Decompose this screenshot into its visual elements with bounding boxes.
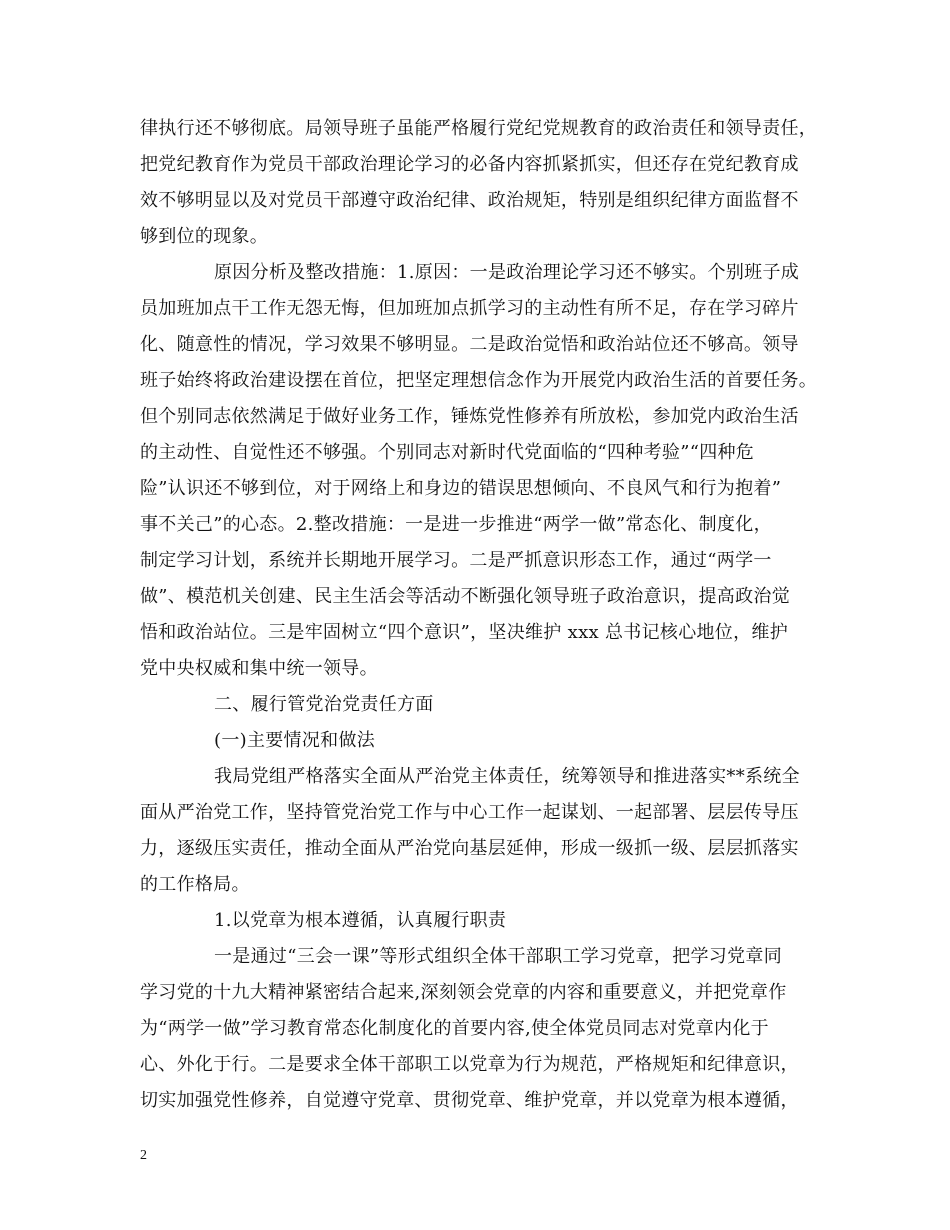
text-line: 事不关己”的心态。2.整改措施：一是进一步推进“两学一做”常态化、制度化，	[140, 514, 772, 535]
text-line: 制定学习计划，系统并长期地开展学习。二是严抓意识形态工作，通过“两学一	[140, 550, 772, 571]
text-line: 我局党组严格落实全面从严治党主体责任，统筹领导和推进落实**系统全	[214, 766, 800, 787]
section-heading: 二、履行管党治党责任方面	[214, 694, 434, 715]
text-line: 学习党的十九大精神紧密结合起来,深刻领会党章的内容和重要意义，并把党章作	[140, 982, 787, 1003]
text-line: 一是通过“三会一课”等形式组织全体干部职工学习党章，把学习党章同	[214, 946, 783, 967]
text-line: 的工作格局。	[140, 874, 250, 895]
text-line: 员加班加点干工作无怨无悔，但加班加点抓学习的主动性有所不足，存在学习碎片	[140, 298, 799, 319]
text-line: 但个别同志依然满足于做好业务工作，锤炼党性修养有所放松，参加党内政治生活	[140, 406, 799, 427]
text-line: 悟和政治站位。三是牢固树立“四个意识”，坚决维护 xxx 总书记核心地位，维护	[140, 622, 788, 643]
page-number: 2	[140, 1148, 147, 1163]
text-line: 化、随意性的情况，学习效果不够明显。二是政治觉悟和政治站位还不够高。领导	[140, 334, 799, 355]
text-line: 为“两学一做”学习教育常态化制度化的首要内容,使全体党员同志对党章内化于	[140, 1018, 769, 1039]
text-line: 党中央权威和集中统一领导。	[140, 658, 378, 679]
text-line: 心、外化于行。二是要求全体干部职工以党章为行为规范，严格规矩和纪律意识，	[140, 1054, 799, 1075]
text-line: 班子始终将政治建设摆在首位，把坚定理想信念作为开展党内政治生活的首要任务。	[140, 370, 818, 391]
text-line: 原因分析及整改措施：1.原因：一是政治理论学习还不够实。个别班子成	[214, 262, 800, 283]
item-heading: 1.以党章为根本遵循，认真履行职责	[214, 910, 507, 931]
text-line: 险”认识还不够到位，对于网络上和身边的错误思想倾向、不良风气和行为抱着”	[140, 478, 782, 499]
subsection-heading: (一)主要情况和做法	[214, 730, 376, 751]
text-line: 把党纪教育作为党员干部政治理论学习的必备内容抓紧抓实，但还存在党纪教育成	[140, 154, 799, 175]
text-line: 律执行还不够彻底。局领导班子虽能严格履行党纪党规教育的政治责任和领导责任，	[140, 118, 818, 139]
text-line: 够到位的现象。	[140, 226, 269, 247]
text-line: 力，逐级压实责任，推动全面从严治党向基层延伸，形成一级抓一级、层层抓落实	[140, 838, 799, 859]
text-line: 做”、模范机关创建、民主生活会等活动不断强化领导班子政治意识，提高政治觉	[140, 586, 790, 607]
text-line: 面从严治党工作，坚持管党治党工作与中心工作一起谋划、一起部署、层层传导压	[140, 802, 799, 823]
text-line: 切实加强党性修养，自觉遵守党章、贯彻党章、维护党章，并以党章为根本遵循，	[140, 1090, 799, 1111]
text-line: 的主动性、自觉性还不够强。个别同志对新时代党面临的“四种考验”“四种危	[140, 442, 755, 463]
text-line: 效不够明显以及对党员干部遵守政治纪律、政治规矩，特别是组织纪律方面监督不	[140, 190, 799, 211]
